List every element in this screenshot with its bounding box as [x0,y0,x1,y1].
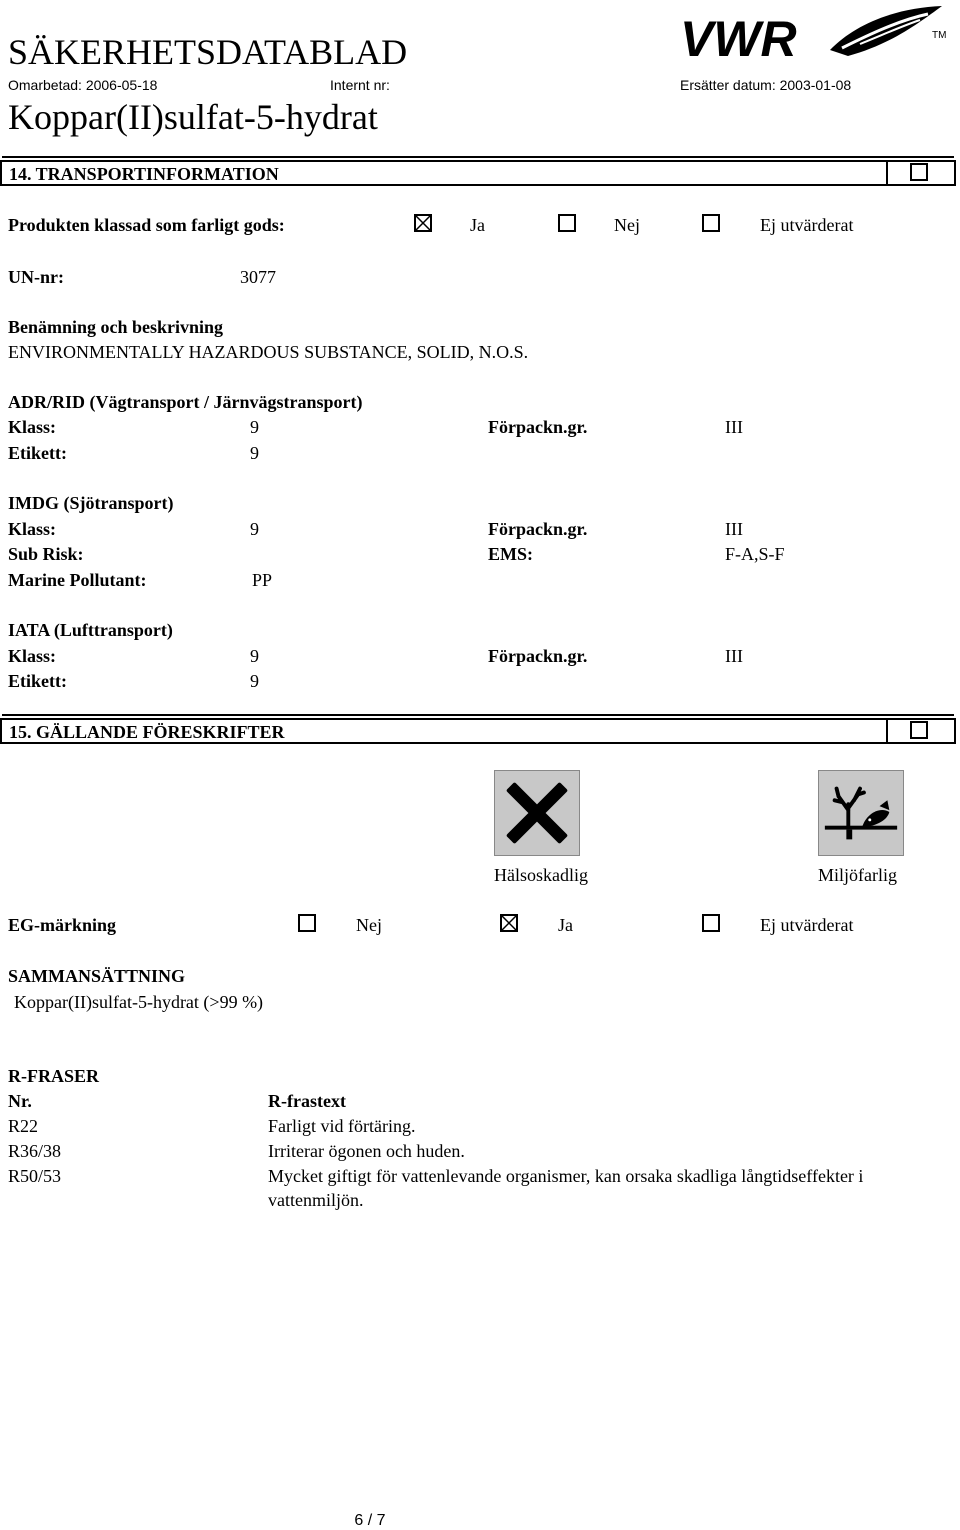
r-phrases-col-text: R-frastext [268,1091,346,1111]
document-title: SÄKERHETSDATABLAD [8,32,408,72]
logo-text: VWR [680,11,797,64]
vwr-logo [680,4,950,64]
replaces-date: Ersätter datum: 2003-01-08 [680,77,852,93]
section-15-header [0,718,956,744]
adr-class-value: 9 [250,417,259,437]
un-number-label: UN-nr: [8,267,64,287]
ec-labelling-no-label: Nej [356,915,382,935]
r-phrases-heading: R-FRASER [8,1066,100,1086]
composition-heading: SAMMANSÄTTNING [8,966,186,986]
adr-heading: ADR/RID (Vägtransport / Järnvägstransport) [8,392,363,412]
iata-class-label: Klass: [8,646,57,666]
logo-tm: TM [932,30,947,41]
imdg-class-label: Klass: [8,519,57,539]
dangerous-goods-yes-label: Ja [470,215,485,235]
iata-packgroup-value: III [725,646,743,666]
environment-symbol [818,770,904,856]
ec-labelling-not-evaluated-label: Ej utvärderat [760,915,854,935]
section-14-checkbox [910,163,928,181]
checkbox-cross-icon [502,916,516,930]
r-phrase-text: Farligt vid förtäring. [268,1116,416,1136]
composition-value: Koppar(II)sulfat-5-hydrat (>99 %) [14,992,264,1012]
dangerous-goods-not-evaluated-checkbox[interactable] [702,214,720,232]
r-phrase-text: Mycket giftigt för vattenlevande organismer, kan orsaka skadliga långtidseffekter i [268,1166,864,1186]
revised-date: Omarbetad: 2006-05-18 [8,77,158,93]
imdg-subrisk-label: Sub Risk: [8,544,84,564]
un-number-value: 3077 [240,267,276,287]
ec-labelling-yes-checkbox[interactable] [500,914,518,932]
section-14-title: 14. TRANSPORTINFORMATION [9,164,279,184]
vwr-logo-icon [680,4,950,64]
dangerous-goods-no-checkbox[interactable] [558,214,576,232]
iata-packgroup-label: Förpackn.gr. [488,646,588,666]
dangerous-goods-yes-checkbox[interactable] [414,214,432,232]
product-name: Koppar(II)sulfat-5-hydrat [8,97,378,137]
checkbox-cross-icon [416,216,430,230]
iata-label-label: Etikett: [8,671,67,691]
adr-label-label: Etikett: [8,443,67,463]
r-phrase-nr: R50/53 [8,1166,62,1186]
internal-number: Internt nr: [330,77,390,93]
adr-label-value: 9 [250,443,259,463]
ec-labelling-label: EG-märkning [8,915,117,935]
section-separator [886,162,888,184]
section-15-checkbox [910,721,928,739]
imdg-class-value: 9 [250,519,259,539]
designation-value: ENVIRONMENTALLY HAZARDOUS SUBSTANCE, SOLID, N.O.S. [8,342,529,362]
imdg-heading: IMDG (Sjötransport) [8,493,174,513]
section-15-title: 15. GÄLLANDE FÖRESKRIFTER [9,722,285,742]
designation-label: Benämning och beskrivning [8,317,224,337]
section-separator [886,720,888,742]
harmful-symbol-label: Hälsoskadlig [494,865,588,885]
harmful-symbol [494,770,580,856]
r-phrase-nr: R22 [8,1116,39,1136]
dangerous-goods-no-label: Nej [614,215,640,235]
r-phrase-text-continued: vattenmiljön. [268,1190,364,1210]
adr-packgroup-value: III [725,417,743,437]
adr-class-label: Klass: [8,417,57,437]
harmful-cross-icon [495,771,579,855]
section-14-header [0,160,956,186]
iata-heading: IATA (Lufttransport) [8,620,173,640]
imdg-ems-value: F-A,S-F [725,544,785,564]
ec-labelling-no-checkbox[interactable] [298,914,316,932]
r-phrases-col-nr: Nr. [8,1091,32,1111]
dead-tree-fish-icon [819,771,903,855]
adr-packgroup-label: Förpackn.gr. [488,417,588,437]
imdg-packgroup-label: Förpackn.gr. [488,519,588,539]
imdg-ems-label: EMS: [488,544,533,564]
ec-labelling-not-evaluated-checkbox[interactable] [702,914,720,932]
imdg-marine-pollutant-label: Marine Pollutant: [8,570,147,590]
dangerous-goods-label: Produkten klassad som farligt gods: [8,215,285,235]
page-number: 6 / 7 [354,1512,386,1529]
imdg-packgroup-value: III [725,519,743,539]
dangerous-goods-not-evaluated-label: Ej utvärderat [760,215,854,235]
environment-symbol-label: Miljöfarlig [818,865,897,885]
imdg-marine-pollutant-value: PP [252,570,273,590]
iata-class-value: 9 [250,646,259,666]
iata-label-value: 9 [250,671,259,691]
r-phrase-text: Irriterar ögonen och huden. [268,1141,465,1161]
r-phrase-nr: R36/38 [8,1141,62,1161]
ec-labelling-yes-label: Ja [558,915,573,935]
